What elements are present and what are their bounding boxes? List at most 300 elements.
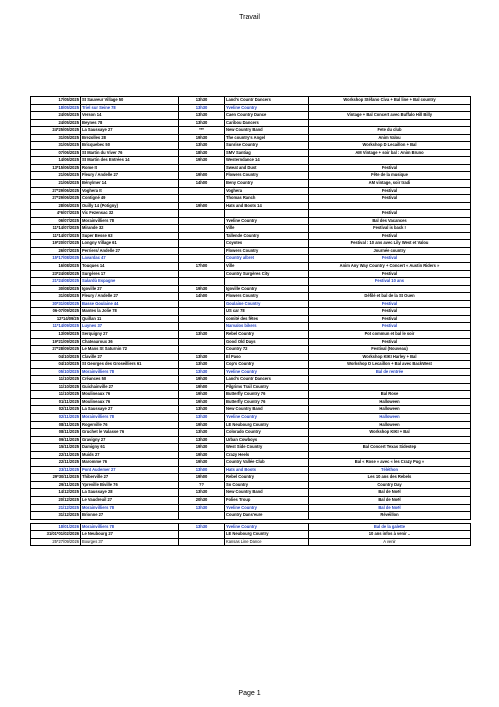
- table-row: [31, 421, 471, 429]
- event-cell: Festival: [309, 255, 471, 263]
- place-cell: Contigné 49: [81, 195, 179, 203]
- venue-cell: Flowers Country: [225, 293, 309, 301]
- event-cell: Fete du club: [309, 127, 471, 135]
- table-row: [31, 361, 471, 369]
- place-cell: St Martin des Entrées 14: [81, 157, 179, 165]
- table-row: [31, 232, 471, 240]
- date-cell: 15*17/08/2025: [31, 255, 81, 263]
- date-cell: 28/06/2025: [31, 202, 81, 210]
- table-row: [31, 225, 471, 233]
- hour-cell: [179, 225, 225, 233]
- event-cell: [309, 104, 471, 112]
- event-cell: Festival is back !: [309, 225, 471, 233]
- place-cell: Voghera It: [81, 187, 179, 195]
- table-row: [31, 172, 471, 180]
- hour-cell: 13h30: [179, 429, 225, 437]
- event-cell: Festival: [309, 300, 471, 308]
- date-cell: 27*28/09/2025: [31, 346, 81, 354]
- date-cell: 04/10/2025: [31, 361, 81, 369]
- date-cell: 24/05/2025: [31, 112, 81, 120]
- table-row: [31, 538, 471, 546]
- venue-cell: Butterfly Country 76: [225, 398, 309, 406]
- venue-cell: Cop's Country: [225, 361, 309, 369]
- table-row: [31, 346, 471, 354]
- table-row: [31, 278, 471, 286]
- venue-cell: Yveline Country: [225, 104, 309, 112]
- venue-cell: Rebel Country: [225, 474, 309, 482]
- hour-cell: [179, 538, 225, 546]
- venue-cell: New Country Band: [225, 127, 309, 135]
- place-cell: Morainvilliers 78: [81, 413, 179, 421]
- table-row: [31, 451, 471, 459]
- table-row: [31, 353, 471, 361]
- place-cell: Le Neubourg 27: [81, 531, 179, 539]
- schedule-table: [30, 96, 471, 546]
- place-cell: Thiberville 27: [81, 474, 179, 482]
- place-cell: Fleury / Andelle 27: [81, 293, 179, 301]
- date-cell: 22/11/2025: [31, 451, 81, 459]
- place-cell: Guichainville 27: [81, 383, 179, 391]
- table-row: [31, 217, 471, 225]
- hour-cell: [179, 270, 225, 278]
- event-cell: Halloween: [309, 413, 471, 421]
- hour-cell: 14h00: [179, 180, 225, 188]
- venue-cell: Yveline Country: [225, 368, 309, 376]
- table-row: [31, 255, 471, 263]
- event-cell: Festival: [309, 187, 471, 195]
- venue-cell: Good Old Days: [225, 338, 309, 346]
- event-cell: Festival: [309, 338, 471, 346]
- table-row: [31, 489, 471, 497]
- hour-cell: 19h00: [179, 474, 225, 482]
- venue-cell: Country Dans'eure: [225, 512, 309, 520]
- page-footer: Page 1: [238, 690, 261, 697]
- venue-cell: Country albret: [225, 255, 309, 263]
- hour-cell: 13h30: [179, 504, 225, 512]
- venue-cell: Goulaine Country: [225, 300, 309, 308]
- date-cell: 04/10/2025: [31, 353, 81, 361]
- date-cell: 21/06/2025: [31, 180, 81, 188]
- place-cell: Moulineaux 76: [81, 391, 179, 399]
- hour-cell: 19h30: [179, 391, 225, 399]
- table-row: [31, 210, 471, 218]
- date-cell: 30/08/2025: [31, 285, 81, 293]
- table-row: [31, 481, 471, 489]
- event-cell: Country Day: [309, 481, 471, 489]
- date-cell: 18/01/2026: [31, 523, 81, 531]
- date-cell: 17/05/2025: [31, 97, 81, 105]
- hour-cell: 19h00: [179, 172, 225, 180]
- hour-cell: [179, 247, 225, 255]
- table-row: [31, 195, 471, 203]
- date-cell: 11/10/2025: [31, 391, 81, 399]
- table-row: [31, 496, 471, 504]
- table-row: [31, 240, 471, 248]
- event-cell: Festival (Nouveau): [309, 346, 471, 354]
- date-cell: 31/12/2025: [31, 512, 81, 520]
- date-cell: 21/12/2025: [31, 504, 81, 512]
- date-cell: 31/08/2025: [31, 293, 81, 301]
- event-cell: Téléthon: [309, 466, 471, 474]
- venue-cell: LE Neubourg Country: [225, 531, 309, 539]
- date-cell: 25*27/09/2026: [31, 538, 81, 546]
- venue-cell: Land's Countr Dancers: [225, 376, 309, 384]
- table-row: [31, 383, 471, 391]
- hour-cell: 19h30: [179, 157, 225, 165]
- hour-cell: 13h30: [179, 142, 225, 150]
- place-cell: Triel sur Seine 78: [81, 104, 179, 112]
- place-cell: Bricquebec 50: [81, 142, 179, 150]
- date-cell: 23/11/2025: [31, 466, 81, 474]
- hour-cell: [179, 346, 225, 354]
- table-row: [31, 308, 471, 316]
- date-cell: 05/10/2025: [31, 368, 81, 376]
- place-cell: Brezolles 28: [81, 134, 179, 142]
- table-row: [31, 285, 471, 293]
- table-row: [31, 376, 471, 384]
- table-row: [31, 523, 471, 531]
- venue-cell: Urban Cowboys: [225, 436, 309, 444]
- hour-cell: 13h30: [179, 523, 225, 531]
- hour-cell: [179, 240, 225, 248]
- event-cell: Défilé et bal de la St Ouen: [309, 293, 471, 301]
- place-cell: Claville 27: [81, 353, 179, 361]
- hour-cell: 19h30: [179, 444, 225, 452]
- place-cell: Salardù Espagne: [81, 278, 179, 286]
- venue-cell: Rebel Country: [225, 330, 309, 338]
- venue-cell: Colorado Country: [225, 429, 309, 437]
- place-cell: Rome It: [81, 164, 179, 172]
- hour-cell: ??: [179, 481, 225, 489]
- event-cell: Bal de Noël: [309, 504, 471, 512]
- table-row: [31, 263, 471, 271]
- date-cell: 24*25/05/2025: [31, 127, 81, 135]
- date-cell: 20/12/2025: [31, 496, 81, 504]
- event-cell: Vintage + Bal Concert avec Buffalo Hill Billy: [309, 112, 471, 120]
- place-cell: Morainvilliers 78: [81, 504, 179, 512]
- event-cell: 10 ans infos à venir ..: [309, 531, 471, 539]
- date-cell: 29*30/11/2025: [31, 474, 81, 482]
- venue-cell: Land's Countr Dancers: [225, 97, 309, 105]
- event-cell: Les 10 ans des Rebels: [309, 474, 471, 482]
- place-cell: Bourges 37: [81, 538, 179, 546]
- event-cell: A venir: [309, 538, 471, 546]
- place-cell: Ypreville Biville 76: [81, 481, 179, 489]
- table-row: [31, 149, 471, 157]
- date-cell: 13/09/2025: [31, 330, 81, 338]
- hour-cell: 13h30: [179, 112, 225, 120]
- date-cell: 08/11/2025: [31, 421, 81, 429]
- date-cell: 08/11/2025: [31, 429, 81, 437]
- date-cell: 21*24/08/2025: [31, 278, 81, 286]
- table-row: [31, 300, 471, 308]
- place-cell: Brionne 27: [81, 512, 179, 520]
- venue-cell: So Country: [225, 481, 309, 489]
- table-row: [31, 413, 471, 421]
- event-cell: [309, 119, 471, 127]
- place-cell: Surgères 17: [81, 270, 179, 278]
- table-row: [31, 531, 471, 539]
- date-cell: 21/06/2025: [31, 172, 81, 180]
- place-cell: Pont Audemer 27: [81, 466, 179, 474]
- table-row: [31, 202, 471, 210]
- place-cell: Perriers/ Andelle 27: [81, 247, 179, 255]
- place-cell: Basse Goulaine 44: [81, 300, 179, 308]
- hour-cell: 19h30: [179, 451, 225, 459]
- date-cell: 09/11/2025: [31, 436, 81, 444]
- hour-cell: 19h30: [179, 398, 225, 406]
- venue-cell: Kansas Line Dance: [225, 538, 309, 546]
- date-cell: 11*14/07/2025: [31, 225, 81, 233]
- place-cell: Mantes la Jolie 78: [81, 308, 179, 316]
- hour-cell: 17h00: [179, 263, 225, 271]
- place-cell: Bény/mer 14: [81, 180, 179, 188]
- venue-cell: Caribou Dancers: [225, 119, 309, 127]
- venue-cell: [225, 278, 309, 286]
- place-cell: Fleury / Andelle 27: [81, 172, 179, 180]
- event-cell: AM Vintage + soir bal : Anim Bruno: [309, 149, 471, 157]
- event-cell: Bal des Vacances: [309, 217, 471, 225]
- event-cell: Festival: [309, 270, 471, 278]
- hour-cell: [179, 531, 225, 539]
- date-cell: 26/07/2025: [31, 247, 81, 255]
- venue-cell: Country Vallée Club: [225, 459, 309, 467]
- venue-cell: Westerndance 14: [225, 157, 309, 165]
- table-row: [31, 293, 471, 301]
- hour-cell: 13h30: [179, 406, 225, 414]
- date-cell: 22/11/2025: [31, 459, 81, 467]
- date-cell: 01/11/2025: [31, 398, 81, 406]
- table-row: [31, 315, 471, 323]
- place-cell: Morainvilliers 78: [81, 523, 179, 531]
- event-cell: [309, 383, 471, 391]
- place-cell: Le Mans St Saturnin 72: [81, 346, 179, 354]
- event-cell: Fête de la musique: [309, 172, 471, 180]
- event-cell: Festival 10 ans: [309, 278, 471, 286]
- table-row: [31, 104, 471, 112]
- event-cell: [309, 436, 471, 444]
- event-cell: Festival: [309, 195, 471, 203]
- table-row: [31, 368, 471, 376]
- venue-cell: Yveline Country: [225, 523, 309, 531]
- venue-cell: Hats and Boots: [225, 466, 309, 474]
- table-row: [31, 187, 471, 195]
- date-cell: 14/12/2025: [31, 489, 81, 497]
- table-row: [31, 459, 471, 467]
- event-cell: Bal de Noël: [309, 489, 471, 497]
- date-cell: 29/11/2025: [31, 481, 81, 489]
- table-row: [31, 429, 471, 437]
- event-cell: Révéillon: [309, 512, 471, 520]
- venue-cell: Yveline Country: [225, 504, 309, 512]
- hour-cell: 13h30: [179, 330, 225, 338]
- date-cell: 23*24/08/2025: [31, 270, 81, 278]
- place-cell: La Saussaye 27: [81, 406, 179, 414]
- venue-cell: El Paso: [225, 353, 309, 361]
- table-row: [31, 338, 471, 346]
- table-row: [31, 97, 471, 105]
- table-row: [31, 391, 471, 399]
- hour-cell: 13h30: [179, 436, 225, 444]
- hour-cell: 14h00: [179, 293, 225, 301]
- date-cell: 11/10/2025: [31, 376, 81, 384]
- venue-cell: The country's Angel: [225, 134, 309, 142]
- table-row: [31, 134, 471, 142]
- event-cell: Anim Valou: [309, 134, 471, 142]
- venue-cell: [225, 210, 309, 218]
- hour-cell: 19h00: [179, 202, 225, 210]
- hour-cell: 13h30: [179, 104, 225, 112]
- date-cell: 19*20/07/2025: [31, 240, 81, 248]
- hour-cell: [179, 512, 225, 520]
- hour-cell: 19h30: [179, 376, 225, 384]
- table-row: [31, 474, 471, 482]
- table-row: [31, 270, 471, 278]
- place-cell: Igoville 27: [81, 285, 179, 293]
- event-cell: Festival: [309, 323, 471, 331]
- venue-cell: Narvalos bikers: [225, 323, 309, 331]
- event-cell: Pot commun et bal le soir: [309, 330, 471, 338]
- venue-cell: Caen Country Dance: [225, 112, 309, 120]
- event-cell: [309, 376, 471, 384]
- venue-cell: Yveline Country: [225, 217, 309, 225]
- place-cell: St Georges des Groseilliers 61: [81, 361, 179, 369]
- place-cell: Damigny 61: [81, 444, 179, 452]
- hour-cell: [179, 187, 225, 195]
- venue-cell: New Country Band: [225, 406, 309, 414]
- date-cell: 30*31/08/2025: [31, 300, 81, 308]
- place-cell: Créances 50: [81, 376, 179, 384]
- venue-cell: West Side Country: [225, 444, 309, 452]
- place-cell: Ouilly 14 (Potigny): [81, 202, 179, 210]
- place-cell: Marommе 76: [81, 459, 179, 467]
- date-cell: 27*29/06/2025: [31, 195, 81, 203]
- place-cell: Gravigny 27: [81, 436, 179, 444]
- place-cell: Vic Fezensac 32: [81, 210, 179, 218]
- place-cell: Longny Village 61: [81, 240, 179, 248]
- event-cell: [309, 202, 471, 210]
- hour-cell: 13h30: [179, 97, 225, 105]
- venue-cell: Yveline Country: [225, 413, 309, 421]
- event-cell: Workshop D Lecaillon + Bal: [309, 142, 471, 150]
- venue-cell: Folies Troup: [225, 496, 309, 504]
- place-cell: Verson 14: [81, 112, 179, 120]
- place-cell: Luynes 37: [81, 323, 179, 331]
- hour-cell: [179, 308, 225, 316]
- place-cell: Touques 14: [81, 263, 179, 271]
- place-cell: Muids 27: [81, 451, 179, 459]
- table-row: [31, 436, 471, 444]
- date-cell: 15/11/2025: [31, 444, 81, 452]
- hour-cell: [179, 195, 225, 203]
- date-cell: 18/05/2025: [31, 104, 81, 112]
- hour-cell: 13h00: [179, 466, 225, 474]
- table-row: [31, 127, 471, 135]
- hour-cell: 18h30: [179, 149, 225, 157]
- hour-cell: 19h30: [179, 459, 225, 467]
- hour-cell: [179, 255, 225, 263]
- event-cell: Bal Rose: [309, 391, 471, 399]
- venue-cell: Coyotes: [225, 240, 309, 248]
- event-cell: Anim Any Way Country + Concert « Austin Riders »: [309, 263, 471, 271]
- place-cell: Lavardac 47: [81, 255, 179, 263]
- event-cell: Festival: [309, 308, 471, 316]
- event-cell: Festival: [309, 232, 471, 240]
- place-cell: Moulineaux 76: [81, 398, 179, 406]
- venue-cell: New Country Band: [225, 489, 309, 497]
- venue-cell: LE Neubourg Country: [225, 421, 309, 429]
- event-cell: AM vintage, soir tradi: [309, 180, 471, 188]
- hour-cell: 13h30: [179, 489, 225, 497]
- venue-cell: Pilgrims Trail Country: [225, 383, 309, 391]
- hour-cell: [179, 164, 225, 172]
- place-cell: Chateauroux 36: [81, 338, 179, 346]
- venue-cell: US car 78: [225, 308, 309, 316]
- event-cell: Festival: [309, 164, 471, 172]
- venue-cell: Tallende Country: [225, 232, 309, 240]
- venue-cell: Igoville Country: [225, 285, 309, 293]
- venue-cell: SMV Santiag: [225, 149, 309, 157]
- table-row: [31, 323, 471, 331]
- date-cell: 07/06/2025: [31, 149, 81, 157]
- place-cell: Morainvilliers 78: [81, 217, 179, 225]
- place-cell: Quillan 11: [81, 315, 179, 323]
- hour-cell: 13h30: [179, 413, 225, 421]
- hour-cell: [179, 323, 225, 331]
- table-row: [31, 512, 471, 520]
- venue-cell: Country Surgères City: [225, 270, 309, 278]
- hour-cell: [179, 210, 225, 218]
- place-cell: Serquigny 27: [81, 330, 179, 338]
- table-row: [31, 142, 471, 150]
- date-cell: 02/11/2025: [31, 413, 81, 421]
- hour-cell: [179, 278, 225, 286]
- event-cell: Bal de rentrée: [309, 368, 471, 376]
- place-cell: La Saussaye 27: [81, 127, 179, 135]
- table-row: [31, 504, 471, 512]
- schedule-body: [31, 97, 471, 546]
- event-cell: Festival : 10 ans avec Lily West et Valou: [309, 240, 471, 248]
- hour-cell: 13h30: [179, 368, 225, 376]
- table-row: [31, 119, 471, 127]
- date-cell: 06-07/09/2025: [31, 308, 81, 316]
- date-cell: 02/11/2025: [31, 406, 81, 414]
- date-cell: 4*6/07/2025: [31, 210, 81, 218]
- place-cell: Morainvilliers 78: [81, 368, 179, 376]
- hour-cell: ***: [179, 127, 225, 135]
- date-cell: 11*14/07/2025: [31, 232, 81, 240]
- date-cell: 31/01*01/02/2026: [31, 531, 81, 539]
- hour-cell: [179, 217, 225, 225]
- venue-cell: Flowers Country: [225, 172, 309, 180]
- event-cell: Halloween: [309, 406, 471, 414]
- event-cell: Workshop Stéfano Civa + Bal line + Bal country: [309, 97, 471, 105]
- venue-cell: Sunrise Country: [225, 142, 309, 150]
- date-cell: 13*15/06/2025: [31, 164, 81, 172]
- event-cell: Halloween: [309, 398, 471, 406]
- venue-cell: Voghera: [225, 187, 309, 195]
- venue-cell: Ville: [225, 225, 309, 233]
- venue-cell: comité des fêtes: [225, 315, 309, 323]
- place-cell: St Sauveur Village 50: [81, 97, 179, 105]
- place-cell: Super Besse 63: [81, 232, 179, 240]
- place-cell: Rogerville 76: [81, 421, 179, 429]
- venue-cell: Country 72: [225, 346, 309, 354]
- event-cell: Bal de Noël: [309, 496, 471, 504]
- hour-cell: 19h00: [179, 383, 225, 391]
- page-title: Travail: [239, 14, 260, 21]
- table-row: [31, 398, 471, 406]
